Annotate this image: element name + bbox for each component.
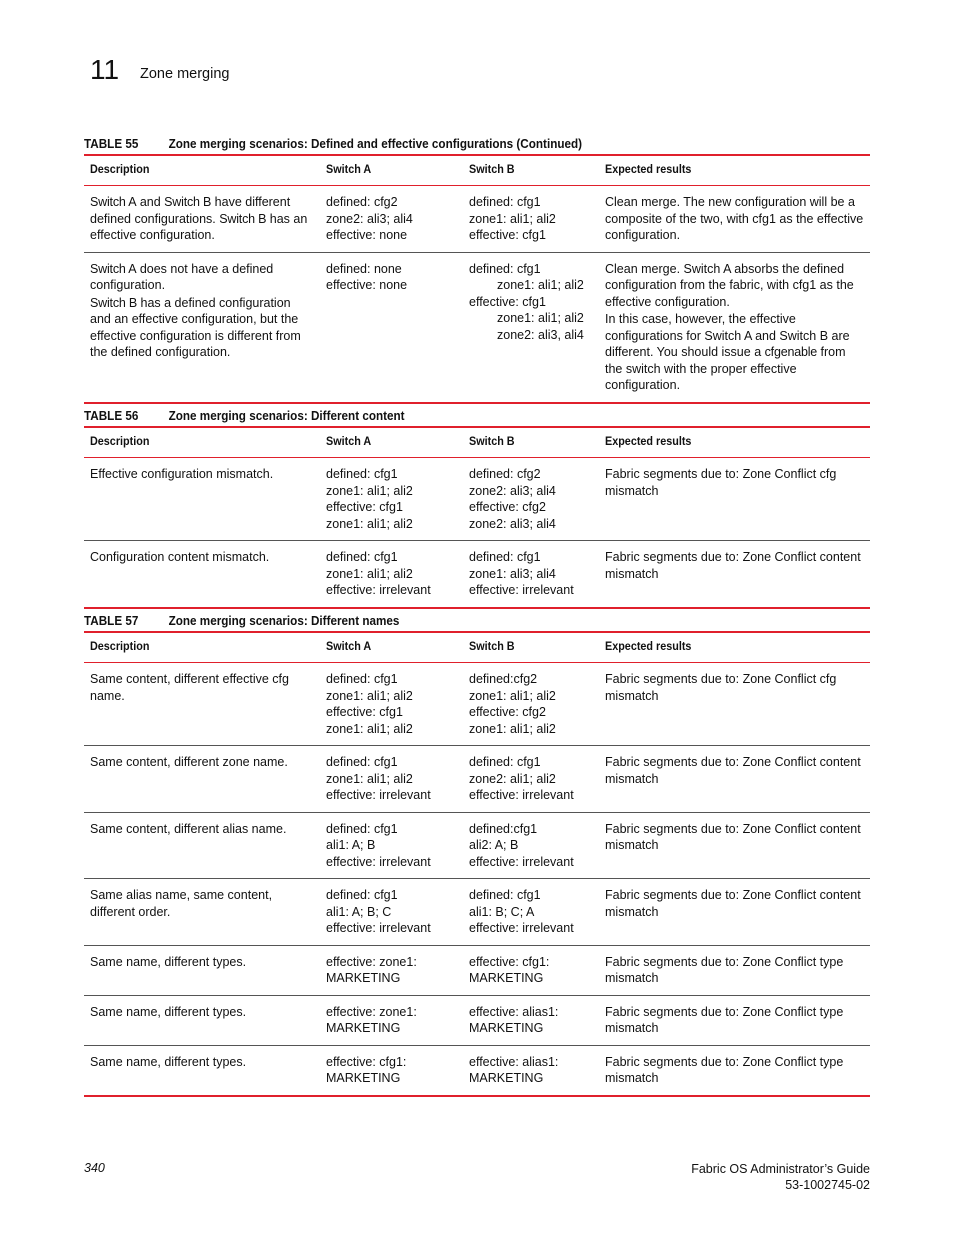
expected-results-cell [599,746,870,813]
cell-text: Clean merge. The new configuration will be a composite of the two, with cfg1 as the effective configuration. [605,195,864,242]
config-line: ali1: A; B; C [326,904,392,919]
switch-a-cell [320,252,463,403]
switch-a-cell [320,458,463,541]
config-line: MARKETING [326,1021,401,1035]
table-row [84,541,870,608]
config-line: effective: cfg1 [469,228,546,242]
config-line: zone1: ali3; ali4 [469,566,556,581]
expected-results-cell [599,945,870,995]
description-cell [84,541,320,608]
switch-b-cell [463,995,599,1045]
cell-text: has an effective configuration. [90,211,308,242]
config-line: effective: irrelevant [326,583,431,597]
expected-results-cell [599,663,870,746]
config-line: zone1: ali1; ali2 [326,688,413,703]
description-cell [84,186,320,253]
command-term: Switch B [164,195,212,209]
column-header: Expected results [599,155,870,186]
command-term: cfgenable [764,345,818,359]
table-row [84,186,870,253]
table-57-block [84,611,870,1097]
table-header-row [84,427,870,458]
expected-results-cell [599,252,870,403]
table-55-caption [84,134,791,154]
description-cell [84,812,320,879]
cell-paragraph [605,754,864,787]
cell-text: Fabric segments due to: Zone Conflict cfg mismatch [605,467,837,498]
table-row [84,252,870,403]
cell-paragraph [605,887,864,920]
table-header-row [84,632,870,663]
cell-text: Fabric segments due to: Zone Conflict type mismatch [605,1054,844,1085]
switch-b-cell [463,541,599,608]
config-line: defined: cfg1 [469,755,541,769]
table-number: TABLE 57 [84,613,139,628]
config-line: effective: cfg1 [469,294,546,309]
config-line: effective: alias1: [469,1004,559,1019]
config-line: effective: irrelevant [326,854,431,869]
cell-text: does not have a defined configuration. [90,261,274,292]
table-row [84,945,870,995]
table-number: TABLE 56 [84,408,139,423]
config-line: defined: cfg1 [469,888,541,902]
expected-results-cell [599,541,870,608]
switch-a-cell [320,879,463,946]
column-header: Switch A [320,155,463,186]
cell-text: Fabric segments due to: Zone Conflict content mismatch [605,755,861,786]
cell-text: Same name, different types. [90,1054,247,1069]
cell-text: Fabric segments due to: Zone Conflict content mismatch [605,821,861,852]
config-line: defined: cfg1 [469,550,541,564]
table-number: TABLE 55 [84,136,139,151]
table-row [84,995,870,1045]
config-line: zone1: ali1; ali2 [497,311,584,325]
config-line: defined: cfg1 [326,755,398,769]
cell-paragraph [90,671,314,704]
config-line: defined: cfg1 [326,467,398,481]
table-row [84,812,870,879]
table-row [84,1045,870,1096]
doc-number: 53-1002745-02 [785,1178,870,1192]
column-header: Expected results [599,427,870,458]
table-row [84,879,870,946]
table-56-block [84,406,870,609]
description-cell [84,945,320,995]
table-row [84,663,870,746]
config-line: zone2: ali3, ali4 [497,327,584,342]
description-cell [84,663,320,746]
switch-a-cell [320,1045,463,1096]
config-line: effective: irrelevant [469,583,574,597]
config-line: defined: cfg2 [326,195,398,209]
command-term: Switch B [90,295,138,310]
table-title: Zone merging scenarios: Different content [168,408,405,423]
cell-text: Fabric segments due to: Zone Conflict cfg mismatch [605,672,837,703]
switch-b-cell [463,458,599,541]
table-title: Zone merging scenarios: Different names [168,613,400,628]
description-cell [84,995,320,1045]
cell-paragraph [605,311,864,394]
cell-paragraph [605,671,864,704]
config-line: zone1: ali1; ali2 [326,771,413,786]
config-line: MARKETING [469,1071,544,1085]
switch-b-cell [463,945,599,995]
cell-paragraph [90,1004,314,1021]
switch-a-cell [320,746,463,813]
config-line: defined:cfg2 [469,672,538,686]
expected-results-cell [599,879,870,946]
cell-text: Same content, different zone name. [90,755,288,769]
config-line: MARKETING [326,1071,401,1085]
cell-paragraph [90,295,314,361]
config-line: zone2: ali1; ali2 [469,771,556,786]
column-header: Switch A [320,427,463,458]
config-line: effective: cfg1: [326,1054,407,1069]
description-cell [84,1045,320,1096]
cell-paragraph [605,466,864,499]
cell-text: and [136,195,165,209]
cell-paragraph [605,1054,864,1087]
command-term: Switch A [90,261,137,276]
switch-b-cell [463,746,599,813]
command-term: Switch B [219,211,267,226]
config-line: effective: irrelevant [469,921,574,935]
table-row [84,458,870,541]
expected-results-cell [599,458,870,541]
config-line: defined:cfg1 [469,821,538,836]
switch-b-cell [463,186,599,253]
switch-b-cell [463,252,599,403]
switch-b-cell [463,879,599,946]
cell-paragraph [90,821,314,838]
config-line: effective: cfg1 [326,705,403,719]
table-55 [84,154,870,404]
config-line: MARKETING [326,971,401,985]
cell-text: from the switch with the proper effective configuration. [605,345,846,392]
column-header: Expected results [599,632,870,663]
switch-a-cell [320,945,463,995]
switch-b-cell [463,1045,599,1096]
config-line: defined: cfg1 [469,261,541,276]
config-line: effective: zone1: [326,954,417,969]
config-line: effective: cfg2 [469,500,546,514]
cell-text: In this case, however, the effective configurations for Switch A and Switch B are different. You should issue a [605,312,850,359]
table-55-block [84,134,870,404]
config-line: zone2: ali3; ali4 [469,516,556,531]
cell-paragraph [90,261,314,294]
table-row [84,746,870,813]
column-header: Switch A [320,632,463,663]
column-header: Description [84,155,320,186]
description-cell [84,746,320,813]
cell-text: Fabric segments due to: Zone Conflict content mismatch [605,888,861,919]
cell-paragraph [90,466,314,483]
cell-text: Fabric segments due to: Zone Conflict content mismatch [605,550,861,581]
cell-paragraph [90,1054,314,1071]
column-header: Switch B [463,632,599,663]
config-line: zone1: ali1; ali2 [469,211,556,226]
switch-a-cell [320,812,463,879]
config-line: zone1: ali1; ali2 [326,721,413,736]
config-line: zone1: ali1; ali2 [326,483,413,498]
config-line: zone1: ali1; ali2 [469,721,556,736]
table-57-caption [84,611,791,631]
page-footer-info [691,1161,870,1193]
cell-text: Same alias name, same content, different order. [90,888,273,919]
cell-paragraph [90,549,314,566]
config-line: zone1: ali1; ali2 [497,278,584,292]
cell-paragraph [90,754,314,771]
chapter-number: 11 [90,54,120,85]
config-line: effective: cfg1: [469,954,550,969]
cell-text: Configuration content mismatch. [90,550,270,564]
cell-paragraph [605,194,864,244]
config-line: defined: cfg1 [469,195,541,209]
description-cell [84,879,320,946]
cell-text: Same name, different types. [90,954,247,969]
cell-paragraph [90,194,314,244]
config-line: defined: cfg2 [469,467,541,481]
config-line: effective: cfg2 [469,705,546,719]
description-cell [84,252,320,403]
switch-a-cell [320,995,463,1045]
table-56 [84,426,870,609]
cell-text: Same content, different alias name. [90,821,287,836]
description-cell [84,458,320,541]
table-56-caption [84,406,791,426]
config-line: effective: none [326,278,408,292]
cell-text: Effective configuration mismatch. [90,467,274,481]
table-header-row [84,155,870,186]
config-line: effective: irrelevant [326,921,431,935]
config-line: effective: irrelevant [469,854,574,869]
config-line: effective: irrelevant [469,788,574,802]
cell-text: Same content, different effective cfg name. [90,672,289,703]
config-line: zone2: ali3; ali4 [326,211,413,226]
config-line: zone1: ali1; ali2 [469,688,556,703]
config-line: defined: cfg1 [326,888,398,902]
expected-results-cell [599,186,870,253]
page-number: 340 [84,1161,105,1175]
column-header: Description [84,632,320,663]
config-line: defined: cfg1 [326,550,398,564]
config-line: zone1: ali1; ali2 [326,566,413,581]
doc-title: Fabric OS Administrator’s Guide [691,1162,870,1176]
cell-text: have different defined configurations. [90,195,291,226]
config-line: MARKETING [469,1021,544,1035]
cell-text: Same name, different types. [90,1004,247,1019]
cell-paragraph [605,1004,864,1037]
cell-text: Clean merge. Switch A absorbs the defined configuration from the fabric, with cfg1 as the effective configuration. [605,261,854,309]
config-line: effective: irrelevant [326,788,431,802]
switch-a-cell [320,186,463,253]
expected-results-cell [599,995,870,1045]
table-57 [84,631,870,1097]
config-line: zone2: ali3; ali4 [469,483,556,498]
cell-paragraph [90,954,314,971]
cell-text: Fabric segments due to: Zone Conflict type mismatch [605,1004,844,1035]
column-header: Switch B [463,427,599,458]
config-line: zone1: ali1; ali2 [326,516,413,531]
config-line: effective: alias1: [469,1054,559,1069]
switch-a-cell [320,541,463,608]
cell-text: Fabric segments due to: Zone Conflict type mismatch [605,954,844,985]
config-line: effective: zone1: [326,1004,417,1019]
cell-paragraph [90,887,314,920]
cell-paragraph [605,261,864,311]
config-line: defined: none [326,261,402,276]
table-title: Zone merging scenarios: Defined and effective configurations (Continued) [168,136,583,151]
column-header: Description [84,427,320,458]
command-term: Switch A [90,195,137,209]
cell-text: has a defined configuration and an effective configuration, but the effective configuration is different from the defined configuration. [90,295,301,359]
cell-paragraph [605,821,864,854]
config-line: MARKETING [469,971,544,985]
cell-paragraph [605,954,864,987]
config-line: effective: none [326,228,408,242]
config-line: effective: cfg1 [326,500,403,514]
config-line: ali1: B; C; A [469,904,535,919]
config-line: defined: cfg1 [326,821,398,836]
expected-results-cell [599,812,870,879]
config-line: ali1: A; B [326,838,376,852]
cell-paragraph [605,549,864,582]
switch-b-cell [463,812,599,879]
switch-a-cell [320,663,463,746]
switch-b-cell [463,663,599,746]
config-line: defined: cfg1 [326,672,398,686]
expected-results-cell [599,1045,870,1096]
chapter-title: Zone merging [140,66,230,82]
column-header: Switch B [463,155,599,186]
config-line: ali2: A; B [469,838,519,852]
